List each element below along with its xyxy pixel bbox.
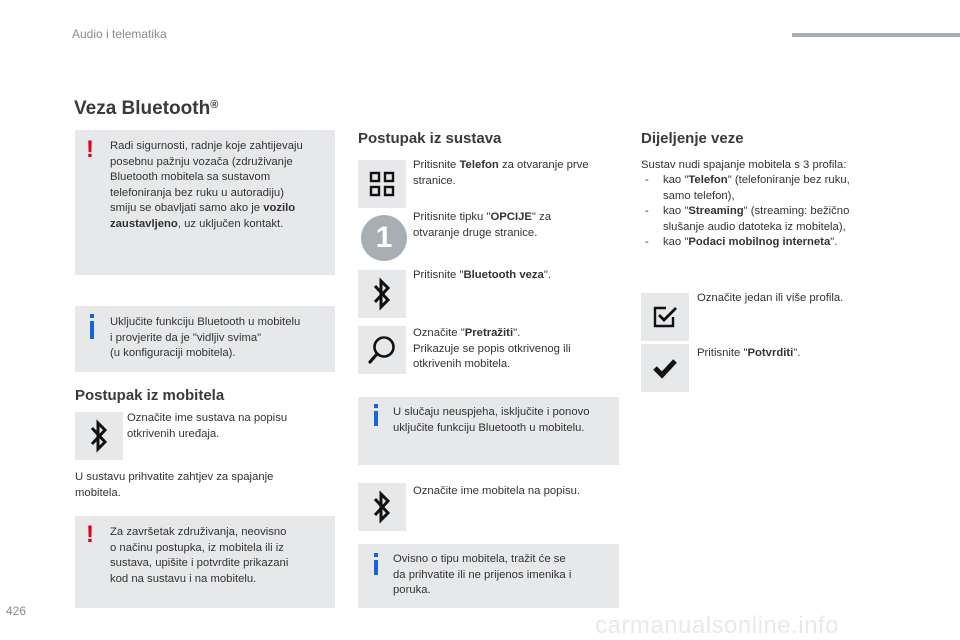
bluetooth-icon bbox=[88, 418, 110, 454]
profile-list bbox=[641, 173, 881, 251]
info-icon-dot bbox=[374, 553, 378, 557]
search-icon-box bbox=[358, 326, 406, 374]
grid-icon-box bbox=[358, 160, 406, 208]
info-text-phonebook: Ovisno o tipu mobitela, tražit će se da prihvatite ili ne prijenos imenika i poruka. bbox=[393, 553, 572, 596]
step-press-confirm: Pritisnite "Potvrditi". bbox=[697, 347, 801, 359]
info-icon bbox=[374, 411, 378, 426]
registered-mark: ® bbox=[210, 99, 219, 111]
step-select-search: Označite "Pretražiti". Prikazuje se popis otkrivenog ili otkrivenih mobitela. bbox=[413, 327, 571, 370]
section-header: Audio i telematika bbox=[72, 27, 167, 41]
accept-request-text: U sustavu prihvatite zahtjev za spajanje mobitela. bbox=[75, 471, 274, 499]
step-select-system: Označite ime sustava na popisu otkrivenih uređaja. bbox=[127, 412, 288, 440]
heading-connection-sharing: Dijeljenje veze bbox=[641, 130, 744, 147]
checkbox-icon-box bbox=[641, 293, 689, 341]
profiles-intro: Sustav nudi spajanje mobitela s 3 profila: bbox=[641, 159, 847, 171]
warning-text-safety: Radi sigurnosti, radnje koje zahtijevaju posebnu pažnju vozača (združivanje Bluetooth mobitela sa sustavom telefoniranja bez ruku u autoradiju) smiju se obavljati samo ako je vozilo zaustavljeno, uz uključen kontakt. bbox=[110, 140, 303, 230]
heading-phone-procedure: Postupak iz mobitela bbox=[75, 387, 225, 404]
step-press-phone: Pritisnite Telefon za otvaranje prve stranice. bbox=[413, 159, 589, 187]
warning-icon: ! bbox=[86, 521, 94, 548]
profile-item-data: - kao "Podaci mobilnog interneta". bbox=[641, 235, 881, 251]
info-icon-dot bbox=[90, 314, 94, 318]
checkmark-icon bbox=[652, 357, 678, 379]
step-select-profiles: Označite jedan ili više profila. bbox=[697, 292, 844, 304]
warning-icon: ! bbox=[86, 136, 94, 163]
info-text-visibility: Uključite funkciju Bluetooth u mobitelu i provjerite da je "vidljiv svima" (u konfiguraciji mobitela). bbox=[110, 316, 301, 359]
warning-text-pairing: Za završetak združivanja, neovisno o načinu postupka, iz mobitela ili iz sustava, upišite i potvrdite prikazani kod na sustavu i na mobitelu. bbox=[110, 526, 289, 585]
profile-item-phone: - kao "Telefon" (telefoniranje bez ruku, samo telefon), bbox=[641, 173, 881, 204]
info-icon bbox=[374, 560, 378, 575]
step-select-phone-name: Označite ime mobitela na popisu. bbox=[413, 485, 581, 497]
info-text-failure: U slučaju neuspjeha, isključite i ponovo uključite funkciju Bluetooth u mobitelu. bbox=[393, 406, 590, 434]
checkbox-icon bbox=[652, 305, 678, 329]
bluetooth-icon-box bbox=[358, 483, 406, 531]
step-press-bluetooth: Pritisnite "Bluetooth veza". bbox=[413, 269, 551, 281]
bluetooth-icon bbox=[371, 276, 393, 312]
search-icon bbox=[366, 334, 398, 366]
grid-icon bbox=[369, 171, 395, 197]
checkmark-icon-box bbox=[641, 344, 689, 392]
info-icon bbox=[90, 321, 94, 339]
bluetooth-icon-box bbox=[358, 270, 406, 318]
bluetooth-icon bbox=[371, 489, 393, 525]
header-bar bbox=[792, 33, 960, 37]
info-icon-dot bbox=[374, 404, 378, 408]
page-number: 426 bbox=[6, 604, 27, 618]
step-number-badge: 1 bbox=[361, 215, 407, 261]
step-press-options: Pritisnite tipku "OPCIJE" za otvaranje druge stranice. bbox=[413, 211, 551, 239]
bluetooth-icon-box bbox=[75, 412, 123, 460]
profile-item-streaming: - kao "Streaming" (streaming: bežično slušanje audio datoteka iz mobitela), bbox=[641, 204, 881, 235]
heading-system-procedure: Postupak iz sustava bbox=[358, 130, 502, 147]
watermark: carmanualsonline.info bbox=[595, 612, 839, 639]
page-title: Veza Bluetooth® bbox=[74, 98, 219, 119]
